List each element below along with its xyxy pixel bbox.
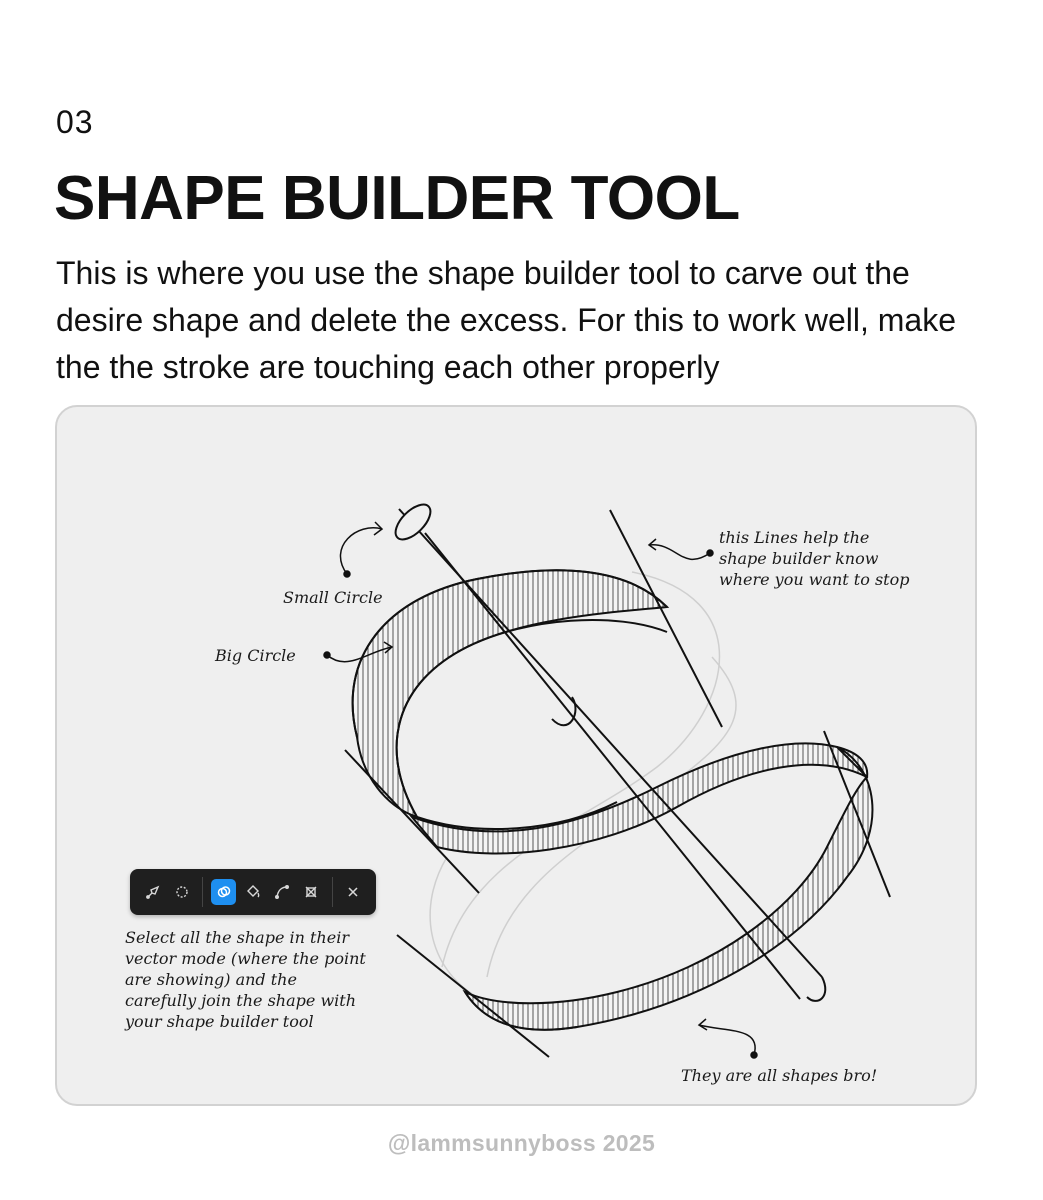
cut-path-icon[interactable] xyxy=(299,879,324,905)
bend-tool-icon[interactable] xyxy=(270,879,295,905)
all-shapes-note: They are all shapes bro! xyxy=(681,1066,878,1085)
paint-bucket-icon[interactable] xyxy=(240,879,265,905)
lower-ring xyxy=(412,743,872,1029)
toolbar-divider xyxy=(332,877,333,907)
toolbar-divider xyxy=(202,877,203,907)
lasso-icon[interactable] xyxy=(169,879,194,905)
page-description: This is where you use the shape builder tool to carve out the desire shape and delete the excess. For this to work well, make the the stroke are touching each other properly xyxy=(56,255,956,385)
small-circle-label: Small Circle xyxy=(283,588,383,607)
shape-builder-icon[interactable] xyxy=(211,879,236,905)
step-number: 03 xyxy=(56,104,94,140)
shape-tools-toolbar xyxy=(130,869,376,915)
close-icon[interactable] xyxy=(341,879,366,905)
pen-tool-icon[interactable] xyxy=(140,879,165,905)
page-title: SHAPE BUILDER TOOL xyxy=(54,164,740,233)
upper-ring xyxy=(353,570,667,842)
guide-lines-note: this Lines help the shape builder know where you want to stop xyxy=(719,528,910,589)
footer-credit: @lammsunnyboss 2025 xyxy=(387,1130,656,1156)
big-circle-label: Big Circle xyxy=(215,646,296,665)
instruction-note: Select all the shape in their vector mode (where the point are showing) and the carefully join the shape with your shape builder tool xyxy=(125,928,366,1031)
illustration-card xyxy=(55,405,977,1106)
